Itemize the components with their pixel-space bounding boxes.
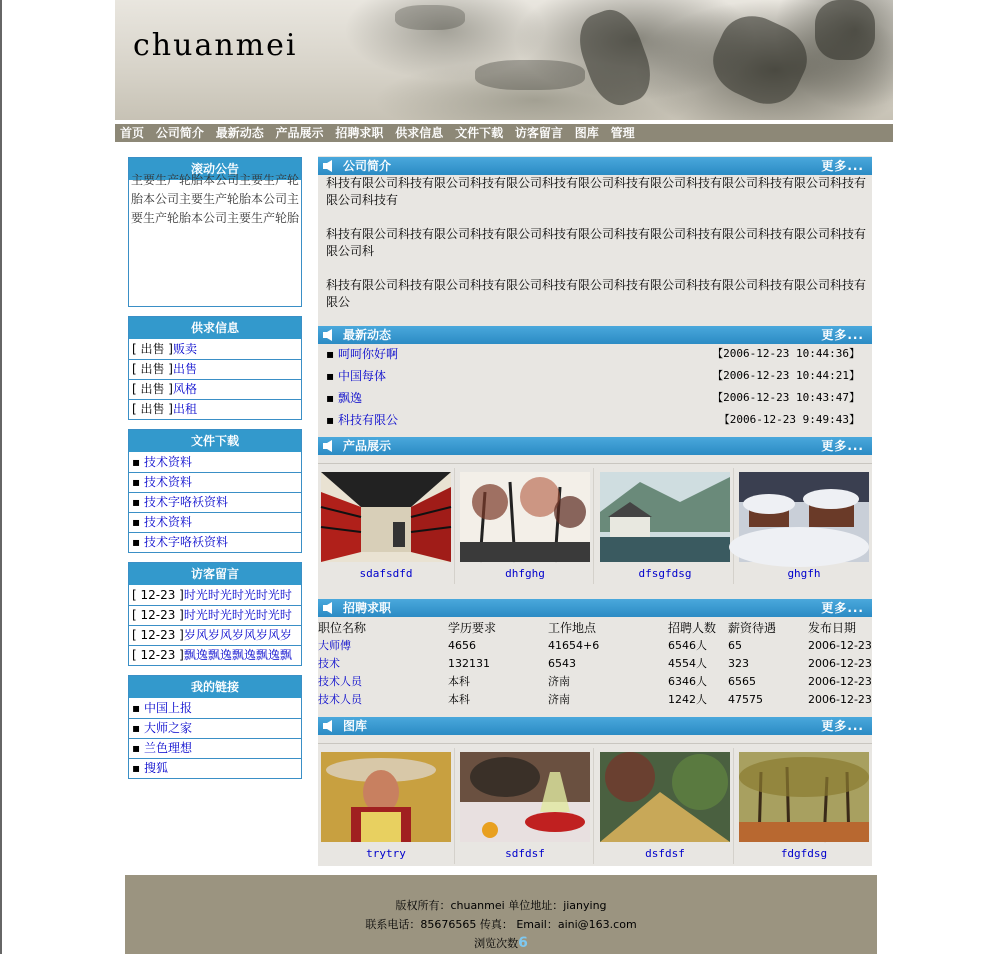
jobs-header <box>318 599 872 617</box>
nav-jobs[interactable]: 招聘求职 <box>335 126 384 140</box>
table-cell: 47575 <box>728 693 763 706</box>
nav-guestbook[interactable]: 访客留言 <box>514 126 563 140</box>
speaker-icon <box>322 439 336 453</box>
visit-counter <box>125 934 877 953</box>
left-border <box>0 0 2 954</box>
guestbook-box <box>128 562 302 666</box>
nav-supply[interactable]: 供求信息 <box>395 126 444 140</box>
more-link[interactable]: 更多... <box>821 601 864 615</box>
nav-downloads[interactable]: 文件下载 <box>455 126 504 140</box>
guestbook-link[interactable]: 飘逸飘逸飘逸飘逸飘 <box>183 648 292 662</box>
announcement-box <box>128 157 302 307</box>
links-box <box>128 675 302 779</box>
product-gallery <box>318 463 872 582</box>
supply-tag: [ 出售 ] <box>132 382 173 396</box>
table-cell: 本科 <box>448 693 470 706</box>
guestbook-item <box>129 626 301 646</box>
news-item: ▪ 飘逸 【2006-12-23 10:43:47】 <box>326 387 866 409</box>
table-cell: 4554人 <box>668 657 707 670</box>
footer-contact: 联系电话：85676565 传真： Email：aini@163.com <box>365 918 637 931</box>
product-caption[interactable]: dhfghg <box>505 567 545 580</box>
news-header <box>318 326 872 344</box>
image-gallery <box>318 743 872 862</box>
supply-link[interactable]: 贩卖 <box>173 342 198 356</box>
section-title: 招聘求职 <box>343 601 392 615</box>
products-header <box>318 437 872 455</box>
table-cell: 1242人 <box>668 693 707 706</box>
column-header: 薪资待遇 <box>728 621 777 635</box>
news-item: ▪ 呵呵你好啊 【2006-12-23 10:44:36】 <box>326 343 866 365</box>
section-title: 图库 <box>343 719 368 733</box>
guestbook-item <box>129 586 301 606</box>
table-cell: 6543 <box>548 657 576 670</box>
gallery-caption[interactable]: fdgfdsg <box>780 847 828 860</box>
footer-copyright: 版权所有：chuanmei 单位地址：jianying <box>395 899 607 912</box>
supply-item <box>129 380 301 400</box>
nav-admin[interactable]: 管理 <box>610 126 635 140</box>
more-link[interactable]: 更多... <box>821 719 864 733</box>
main-nav <box>115 124 893 142</box>
link-item: ▪ 中国上报 <box>129 699 301 719</box>
footer <box>125 875 877 954</box>
product-card[interactable] <box>457 468 594 584</box>
job-title-link[interactable]: 技术人员 <box>318 675 362 688</box>
download-item: ▪ 技术资料 <box>129 473 301 493</box>
product-card[interactable] <box>318 468 455 584</box>
column-header: 学历要求 <box>448 621 497 635</box>
supply-link[interactable]: 出售 <box>173 362 198 376</box>
supply-tag: [ 出售 ] <box>132 362 173 376</box>
supply-tag: [ 出售 ] <box>132 342 173 356</box>
jobs-table <box>318 619 872 709</box>
table-cell: 2006-12-23 <box>808 639 872 652</box>
job-title-link[interactable]: 技术人员 <box>318 693 362 706</box>
table-cell: 2006-12-23 <box>808 693 872 706</box>
gallery-image[interactable] <box>600 752 730 842</box>
product-image[interactable] <box>460 472 590 562</box>
gallery-caption[interactable]: dsfdsf <box>645 847 685 860</box>
gallery-card[interactable] <box>318 748 455 864</box>
section-title: 最新动态 <box>343 328 392 342</box>
table-cell: 132131 <box>448 657 490 670</box>
table-cell: 2006-12-23 <box>808 657 872 670</box>
table-cell: 41654+6 <box>548 639 600 652</box>
download-link[interactable]: 技术字咯袄资料 <box>143 495 228 509</box>
guestbook-date: [ 12-23 ] <box>132 588 184 602</box>
table-cell: 济南 <box>548 675 570 688</box>
link-item: ▪ 兰色理想 <box>129 739 301 759</box>
main-content <box>318 156 872 866</box>
nav-about[interactable]: 公司简介 <box>155 126 204 140</box>
downloads-box <box>128 429 302 553</box>
gallery-header <box>318 717 872 735</box>
gallery-image[interactable] <box>460 752 590 842</box>
nav-products[interactable]: 产品展示 <box>275 126 324 140</box>
column-header: 招聘人数 <box>668 621 717 635</box>
guestbook-date: [ 12-23 ] <box>132 648 184 662</box>
news-link[interactable]: 科技有限公 <box>337 413 398 427</box>
table-row <box>318 673 872 691</box>
friend-link[interactable]: 中国上报 <box>143 701 192 715</box>
guestbook-title: 访客留言 <box>129 563 301 586</box>
download-link[interactable]: 技术资料 <box>143 475 192 489</box>
link-item: ▪ 搜狐 <box>132 761 168 775</box>
guestbook-link[interactable]: 时光时光时光时光时 <box>183 588 292 602</box>
section-title: 公司简介 <box>343 159 392 173</box>
news-time: 【2006-12-23 10:44:21】 <box>712 369 860 382</box>
table-row <box>318 655 872 673</box>
friend-link[interactable]: 搜狐 <box>143 761 168 775</box>
news-time: 【2006-12-23 9:49:43】 <box>718 413 860 426</box>
downloads-title: 文件下载 <box>129 430 301 453</box>
table-cell: 6546人 <box>668 639 707 652</box>
supply-item <box>129 400 301 419</box>
gallery-caption[interactable]: trytry <box>366 847 406 860</box>
left-sidebar <box>128 157 302 788</box>
intro-paragraph: 科技有限公司科技有限公司科技有限公司科技有限公司科技有限公司科技有限公司科技有限公司科技有限公司科 <box>326 227 867 258</box>
friend-link[interactable]: 兰色理想 <box>143 741 192 755</box>
site-title: chuanmei <box>133 28 298 63</box>
table-cell: 本科 <box>448 675 470 688</box>
supply-tag: [ 出售 ] <box>132 402 173 416</box>
table-row <box>318 691 872 709</box>
news-time: 【2006-12-23 10:43:47】 <box>712 391 860 404</box>
intro-paragraph: 科技有限公司科技有限公司科技有限公司科技有限公司科技有限公司科技有限公司科技有限公司科技有限公 <box>326 278 867 309</box>
more-link[interactable]: 更多... <box>821 328 864 342</box>
download-link[interactable]: 技术资料 <box>143 455 192 469</box>
intro-text <box>326 175 868 328</box>
gallery-card[interactable] <box>736 748 872 864</box>
gallery-card[interactable] <box>597 748 734 864</box>
links-title: 我的链接 <box>129 676 301 699</box>
speaker-icon <box>322 159 336 173</box>
supply-item <box>129 360 301 380</box>
guestbook-date: [ 12-23 ] <box>132 628 184 642</box>
supply-link[interactable]: 风格 <box>173 382 198 396</box>
product-card[interactable] <box>736 468 872 584</box>
table-row <box>318 637 872 655</box>
download-item: ▪ 技术字咯袄资料 <box>132 535 228 549</box>
news-item: ▪ 中国每体 【2006-12-23 10:44:21】 <box>326 365 866 387</box>
friend-link[interactable]: 大师之家 <box>143 721 192 735</box>
download-item: ▪ 技术资料 <box>129 513 301 533</box>
news-item: ▪ 科技有限公 【2006-12-23 9:49:43】 <box>326 409 866 431</box>
guestbook-date: [ 12-23 ] <box>132 608 184 622</box>
news-link[interactable]: 呵呵你好啊 <box>337 347 398 361</box>
download-link[interactable]: 技术资料 <box>143 515 192 529</box>
gallery-card[interactable] <box>457 748 594 864</box>
more-link[interactable]: 更多... <box>821 159 864 173</box>
announcement-text <box>129 171 301 306</box>
guestbook-item <box>129 606 301 626</box>
column-header: 工作地点 <box>548 621 597 635</box>
supply-item <box>129 340 301 360</box>
gallery-image[interactable] <box>739 752 869 842</box>
speaker-icon <box>322 601 336 615</box>
job-title-link[interactable]: 大师傅 <box>318 639 351 652</box>
section-title: 产品展示 <box>343 439 392 453</box>
header-banner <box>115 0 893 120</box>
table-cell: 65 <box>728 639 742 652</box>
download-link[interactable]: 技术字咯袄资料 <box>143 535 228 549</box>
table-cell: 4656 <box>448 639 476 652</box>
table-cell: 323 <box>728 657 749 670</box>
guestbook-link[interactable]: 岁风岁风岁风岁风岁 <box>183 628 292 642</box>
supply-link[interactable]: 出租 <box>173 402 198 416</box>
speaker-icon <box>322 719 336 733</box>
download-item: ▪ 技术字咯袄资料 <box>129 493 301 513</box>
news-link[interactable]: 飘逸 <box>337 391 362 405</box>
nav-home[interactable]: 首页 <box>120 126 145 140</box>
table-cell: 济南 <box>548 693 570 706</box>
column-header: 职位名称 <box>318 621 367 635</box>
news-time: 【2006-12-23 10:44:36】 <box>712 347 860 360</box>
download-item: ▪ 技术资料 <box>129 453 301 473</box>
product-image[interactable] <box>321 472 451 562</box>
link-item: ▪ 大师之家 <box>129 719 301 739</box>
visit-count: 6 <box>518 935 528 951</box>
product-image[interactable] <box>739 472 869 562</box>
more-link[interactable]: 更多... <box>821 439 864 453</box>
news-list <box>326 343 866 431</box>
supply-box <box>128 316 302 420</box>
jobs-header-row <box>318 619 872 637</box>
product-caption[interactable]: sdafsdfd <box>359 567 413 580</box>
guestbook-link[interactable]: 时光时光时光时光时 <box>183 608 292 622</box>
intro-paragraph: 科技有限公司科技有限公司科技有限公司科技有限公司科技有限公司科技有限公司科技有限公司科技有限公司科技有 <box>326 176 867 207</box>
supply-title: 供求信息 <box>129 317 301 340</box>
nav-gallery[interactable]: 图库 <box>574 126 599 140</box>
product-image[interactable] <box>600 472 730 562</box>
announcement-title: 滚动公告 <box>129 158 301 181</box>
announcement-scroll-text: 主要生产轮胎本公司主要生产轮胎本公司主要生产轮胎本公司主要生产轮胎本公司主要生产轮胎 <box>131 173 300 225</box>
guestbook-item <box>129 646 301 665</box>
table-cell: 2006-12-23 <box>808 675 872 688</box>
news-link[interactable]: 中国每体 <box>337 369 386 383</box>
nav-news[interactable]: 最新动态 <box>215 126 264 140</box>
speaker-icon <box>322 328 336 342</box>
product-card[interactable] <box>597 468 734 584</box>
table-cell: 6565 <box>728 675 756 688</box>
intro-header <box>318 157 872 175</box>
gallery-caption[interactable]: sdfdsf <box>505 847 545 860</box>
product-caption[interactable]: dfsgfdsg <box>638 567 692 580</box>
table-cell: 6346人 <box>668 675 707 688</box>
visit-label: 浏览次数 <box>474 937 519 950</box>
column-header: 发布日期 <box>808 621 857 635</box>
job-title-link[interactable]: 技术 <box>318 657 340 670</box>
gallery-image[interactable] <box>321 752 451 842</box>
product-caption[interactable]: ghgfh <box>787 567 821 580</box>
